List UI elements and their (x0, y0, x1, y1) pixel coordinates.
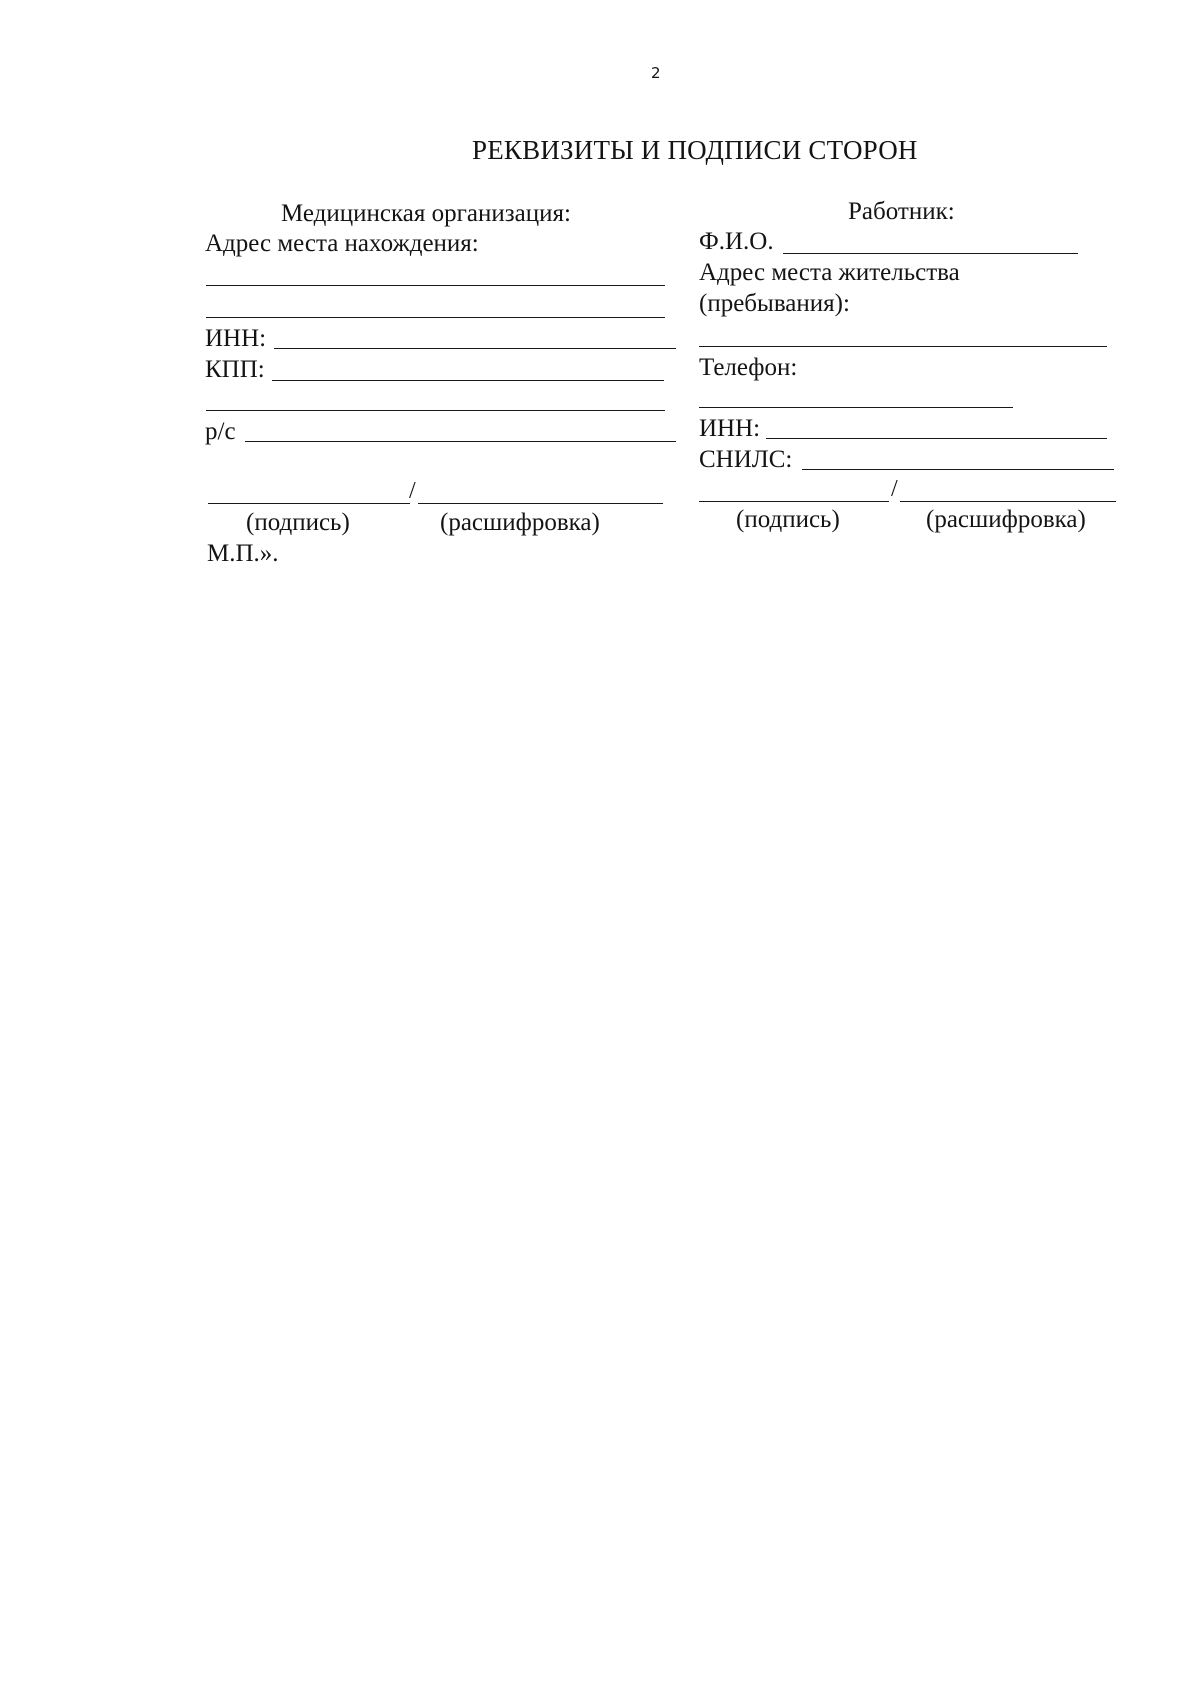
page-number: 2 (651, 64, 661, 82)
left-account-line (245, 441, 676, 442)
seal-note: М.П.». (207, 540, 279, 567)
right-snils-label: СНИЛС: (699, 446, 793, 473)
left-decryption-line (418, 503, 663, 504)
right-decryption-line (900, 501, 1116, 502)
right-signature-caption: (подпись) (736, 506, 840, 533)
right-signature-slash: / (891, 476, 898, 502)
left-address-label: Адрес места нахождения: (205, 230, 479, 257)
right-fio-line (783, 253, 1078, 254)
left-signature-slash: / (409, 478, 416, 504)
right-fio-label: Ф.И.О. (699, 228, 774, 255)
left-signature-caption: (подпись) (246, 509, 350, 536)
right-inn-line (766, 438, 1107, 439)
left-account-label: р/с (205, 418, 236, 445)
document-title: РЕКВИЗИТЫ И ПОДПИСИ СТОРОН (472, 135, 918, 165)
left-kpp-line (272, 380, 664, 381)
right-address-line (699, 346, 1107, 347)
right-phone-label: Телефон: (699, 354, 798, 381)
left-address-line-1 (206, 285, 665, 286)
left-address-line-2 (206, 317, 665, 318)
left-extra-line (206, 410, 665, 411)
right-address-label-line1: Адрес места жительства (699, 259, 960, 286)
right-phone-line (699, 407, 1013, 408)
left-signature-line (208, 503, 410, 504)
right-signature-line (699, 501, 889, 502)
left-decryption-caption: (расшифровка) (440, 509, 600, 536)
left-party-heading: Медицинская организация: (281, 200, 571, 227)
right-inn-label: ИНН: (699, 415, 761, 442)
right-decryption-caption: (расшифровка) (926, 506, 1086, 533)
right-address-label-line2: (пребывания): (699, 290, 850, 317)
right-snils-line (802, 469, 1114, 470)
left-inn-line (274, 348, 676, 349)
right-party-heading: Работник: (848, 198, 955, 225)
left-inn-label: ИНН: (205, 325, 267, 352)
left-kpp-label: КПП: (205, 356, 265, 383)
